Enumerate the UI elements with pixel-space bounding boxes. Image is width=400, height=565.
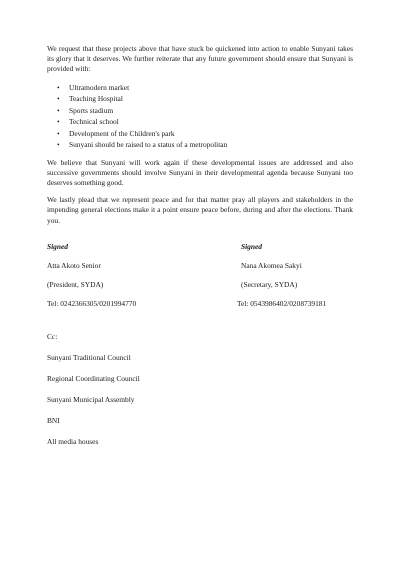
president-role: (President, SYDA): [47, 280, 104, 290]
cc-recipient: All media houses: [47, 436, 99, 446]
paragraph-belief: We believe that Sunyani will work again if these developmental issues are addressed and also successive governments should involve Sunyani in their developmental agenda because Sunyani too deserves something good.: [47, 157, 353, 188]
cc-list: [47, 332, 353, 447]
bullet-icon: •: [57, 140, 60, 150]
project-list: [47, 82, 353, 151]
bullet-icon: •: [57, 128, 60, 138]
bullet-icon: •: [57, 82, 60, 92]
list-item-text: Sports stadium: [69, 105, 114, 115]
cc-label: Cc:: [47, 331, 58, 341]
list-item: [47, 105, 353, 117]
list-item-text: Development of the Children's park: [69, 128, 175, 138]
cc-recipient: Sunyani Municipal Assembly: [47, 394, 135, 404]
bullet-icon: •: [57, 105, 60, 115]
president-name: Atta Akoto Senior: [47, 261, 101, 271]
cc-recipient: BNI: [47, 415, 60, 425]
signatory-names: [47, 261, 353, 271]
list-item-text: Ultramodern market: [69, 82, 130, 92]
secretary-phone: Tel: 0543986402/0208739181: [237, 299, 327, 309]
signature-headings: [47, 242, 353, 252]
paragraph-request: We request that these projects above that have stuck be quickened into action to enable Sunyani takes its glory that it deserves. We further reiterate that any future government should ensure that Sunyani is provided with:: [47, 44, 353, 74]
cc-recipient: Regional Coordinating Council: [47, 373, 140, 383]
list-item: [47, 128, 353, 140]
bullet-icon: •: [57, 94, 60, 104]
list-item-text: Sunyani should be raised to a status of a metropolitan: [69, 140, 228, 150]
list-item-text: Teaching Hospital: [69, 94, 123, 104]
list-item: [47, 139, 353, 151]
list-item-text: Technical school: [69, 117, 119, 127]
bullet-icon: •: [57, 117, 60, 127]
signed-label-right: Signed: [241, 241, 262, 251]
signed-label-left: Signed: [47, 241, 68, 251]
document-page: [47, 44, 353, 458]
secretary-name: Nana Akomea Sakyi: [241, 261, 302, 271]
president-phone: Tel: 0242366305/0201994770: [47, 299, 137, 309]
cc-recipient: Sunyani Traditional Council: [47, 352, 131, 362]
list-item: [47, 82, 353, 94]
secretary-role: (Secretary, SYDA): [241, 280, 298, 290]
list-item: [47, 93, 353, 105]
paragraph-plea: We lastly plead that we represent peace and for that matter pray all players and stakeholders in the impending general elections make it a point ensure peace before, during and after the elections. Thank you.: [47, 195, 353, 225]
signatory-phones: [47, 299, 353, 309]
signatory-roles: [47, 280, 353, 290]
list-item: [47, 116, 353, 128]
